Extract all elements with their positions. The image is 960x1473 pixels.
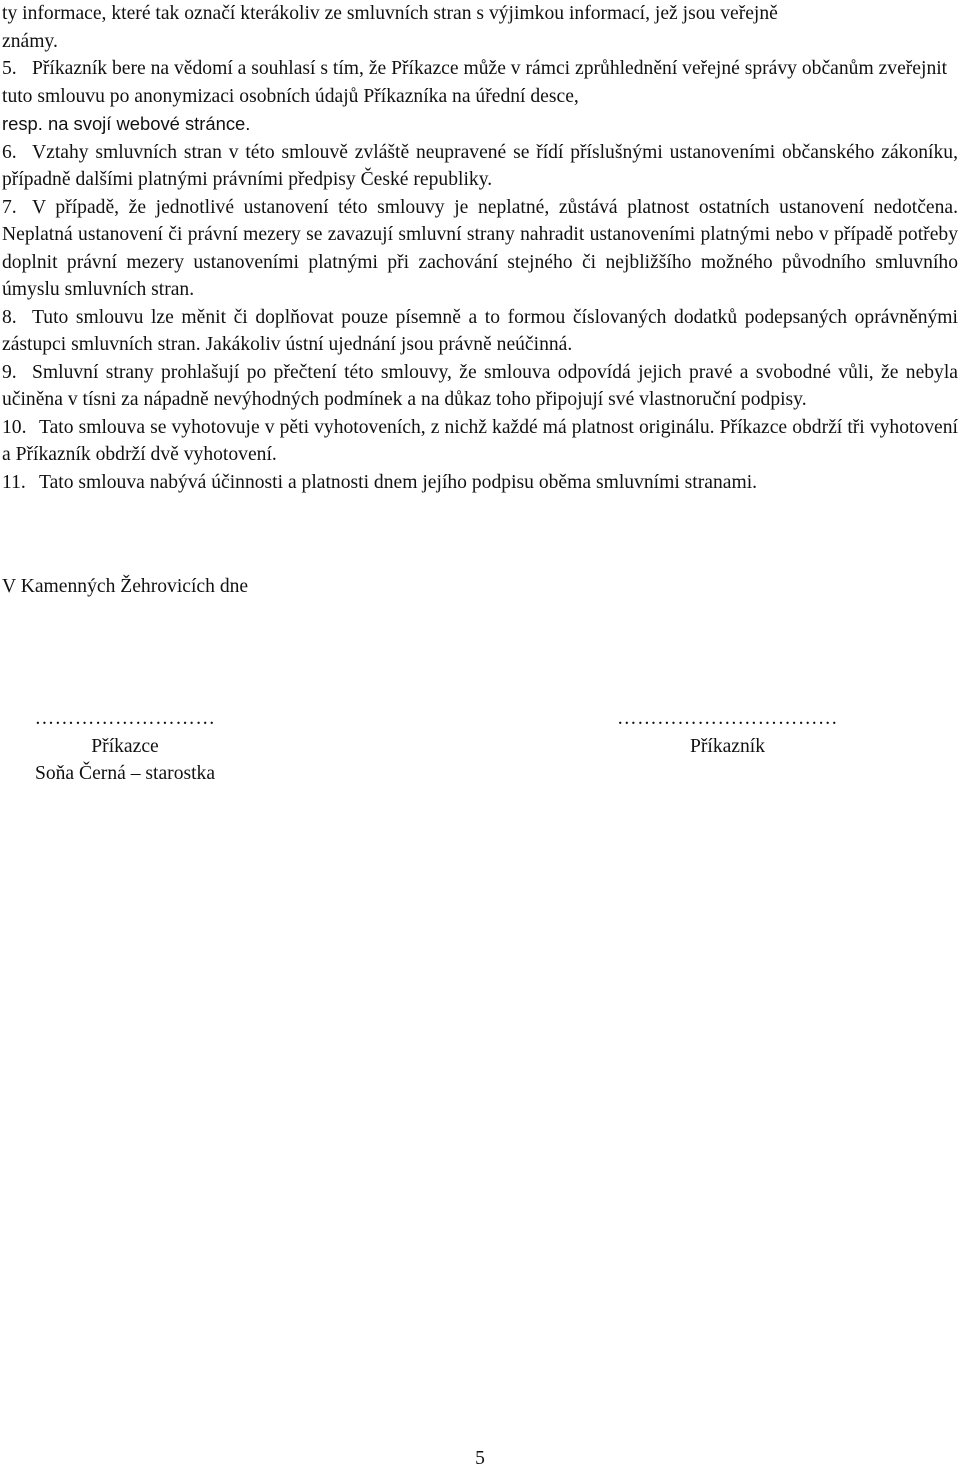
intro-paragraph [2, 0, 958, 55]
clause-text: Vztahy smluvních stran v této smlouvě zvláště neupravené se řídí příslušnými ustanoveními občanského zákoníku, případně dalšími platnými právními předpisy České republiky. [2, 141, 958, 190]
clause-text: Tato smlouva se vyhotovuje v pěti vyhotoveních, z nichž každé má platnost originálu. Příkazce obdrží tři vyhotovení a Příkazník obdrží dvě vyhotovení. [2, 416, 958, 465]
clause-9 [2, 359, 958, 414]
clause-text: Příkazník bere na vědomí a souhlasí s tím, že Příkazce může v rámci zprůhlednění veřejné správy občanům zveřejnit tuto smlouvu po anonymizaci osobních údajů Příkazníka na úřední desce, [2, 58, 948, 107]
signature-line: ……………………… [34, 708, 216, 729]
clause-number: 10. [2, 416, 27, 438]
clause-number: 6. [2, 141, 17, 163]
signature-block-right [555, 705, 900, 760]
signature-block-left [0, 705, 250, 788]
clause-text: Smluvní strany prohlašují po přečtení této smlouvy, že smlouva odpovídá jejich pravé a svobodné vůli, že nebyla učiněna v tísni za nápadně nevýhodných podmínek a na důkaz toho připojují své vlastnoruční podpisy. [2, 361, 958, 410]
signature-role: Příkazce [91, 735, 159, 757]
clause-6 [2, 139, 958, 194]
signature-name: Soňa Černá – starostka [34, 763, 216, 784]
clause-10 [2, 414, 958, 469]
signature-line: …………………………… [616, 708, 839, 729]
contract-clauses [2, 0, 958, 496]
clause-text: Tato smlouva nabývá účinnosti a platnosti dnem jejího podpisu oběma smluvními stranami. [39, 471, 758, 493]
intro-line-2: známy. [2, 30, 58, 52]
clause-number: 11. [2, 471, 26, 493]
place-date: V Kamenných Žehrovicích dne [2, 576, 249, 597]
clause-8 [2, 304, 958, 359]
clause-11 [2, 469, 958, 497]
clause-text: V případě, že jednotlivé ustanovení této smlouvy je neplatné, zůstává platnost ostatních ustanovení nedotčena. Neplatná ustanovení či právní mezery se zavazují smluvní strany nahradit ustanoveními platnými nebo v případě potřeby doplnit právní mezery ustanoveními platnými při zachování stejného či nejbližšího možného původního smluvního úmyslu smluvních stran. [2, 196, 958, 300]
intro-line-1: ty informace, které tak označí kterákoliv ze smluvních stran s výjimkou informací, jež jsou veřejně [2, 3, 778, 24]
clause-7 [2, 194, 958, 304]
clause-number: 7. [2, 196, 17, 218]
clause-number: 9. [2, 361, 17, 383]
clause-text: Tuto smlouvu lze měnit či doplňovat pouze písemně a to formou číslovaných dodatků podepsaných oprávněnými zástupci smluvních stran. Jakákoliv ústní ujednání jsou právně neúčinná. [2, 306, 958, 355]
page-number: 5 [475, 1448, 485, 1469]
clause-number: 5. [2, 58, 17, 79]
clause-number: 8. [2, 306, 17, 328]
clause-text-sans: resp. na svojí webové stránce. [2, 113, 251, 134]
signature-role: Příkazník [689, 735, 766, 757]
clause-5 [2, 55, 958, 139]
